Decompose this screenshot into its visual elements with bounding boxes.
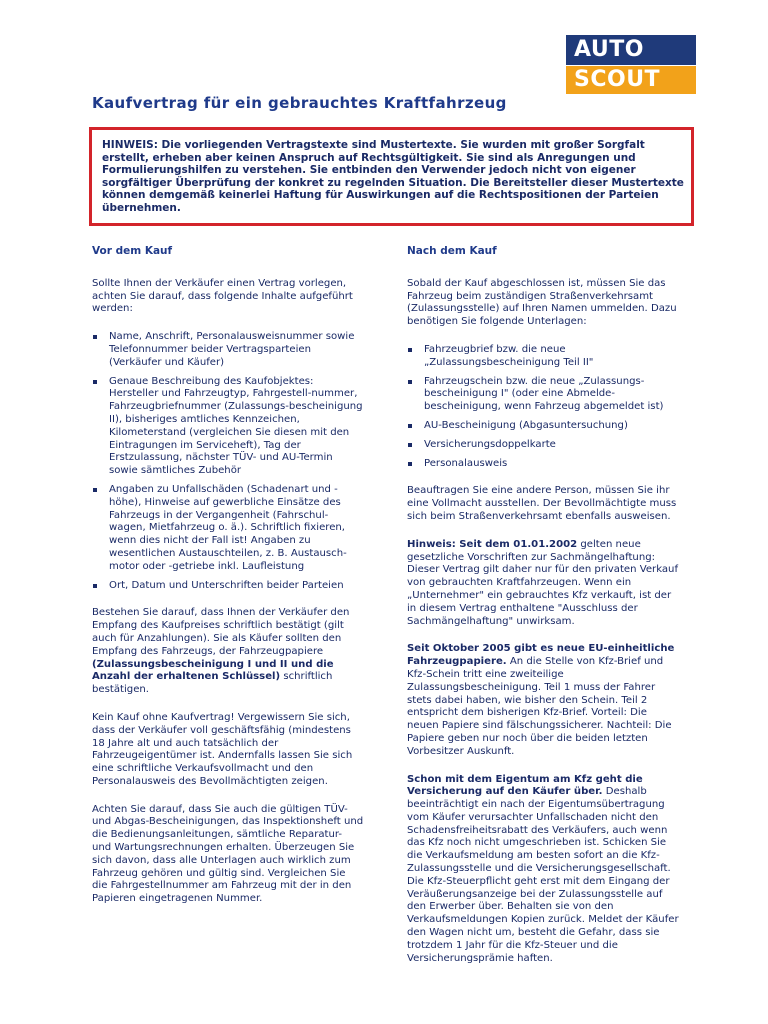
list-item: Personalausweis bbox=[407, 458, 679, 471]
eu-vehicle-papers-paragraph bbox=[407, 643, 679, 758]
required-documents-list bbox=[407, 344, 679, 470]
text-run: gelten neue gesetzliche Vorschriften zur Sachmängelhaftung: Dieser Vertrag gilt daher nur für den privaten Verkauf von gebrauchten Kraftfahrzeugen. Wenn ein „Unternehmer" ein gebrauchtes Kfz verkauft, ist der in diesem Vertrag enthaltene "Ausschluss der Sachmängelhaftung" unwirksam. bbox=[407, 538, 679, 627]
no-purchase-without-contract-paragraph: Kein Kauf ohne Kaufvertrag! Vergewissern Sie sich, dass der Verkäufer voll geschäftsfähig (mindestens 18 Jahre alt und auch tatsächlich der Fahrzeugeigentümer ist. Andernfalls lassen Sie sich eine schriftliche Verkaufsvollmacht und den Personalausweis des Bevollmächtigten zeigen. bbox=[92, 711, 353, 787]
bold-text-run: Schon mit dem Eigentum am Kfz geht die Versicherung auf den Käufer über. bbox=[407, 773, 643, 798]
list-item: Name, Anschrift, Personalausweisnummer sowie Telefonnummer beider Vertragsparteien (Verkäufer und Käufer) bbox=[92, 331, 364, 369]
column-before-purchase bbox=[92, 245, 364, 921]
bold-text-run: Seit Oktober 2005 gibt es neue EU-einheitliche Fahrzeugpapiere. bbox=[407, 643, 675, 668]
list-item: Angaben zu Unfallschäden (Schadenart und -höhe), Hinweise auf gewerbliche Einsätze des Fahrzeugs in der Vergangenheit (Fahrschul-wagen, Mietfahrzeug o. ä.). Schriftlich fixieren, wenn dies nicht der Fall ist! Angaben zu wesentlichen Austauschteilen, z. B. Austausch-motor oder -getriebe inkl. Laufleistung bbox=[92, 484, 364, 574]
intro-paragraph: Sobald der Kauf abgeschlossen ist, müssen Sie das Fahrzeug beim zuständigen Straßenverkehrsamt (Zulassungsstelle) auf Ihren Namen ummelden. Dazu benötigen Sie folgende Unterlagen: bbox=[407, 277, 677, 328]
intro-paragraph: Sollte Ihnen der Verkäufer einen Vertrag vorlegen, achten Sie darauf, dass folgende Inhalte aufgeführt werden: bbox=[92, 277, 353, 315]
text-run: Bestehen Sie darauf, dass Ihnen der Verkäufer den Empfang des Kaufpreises schriftlich bestätigt (gilt auch für Anzahlungen). Sie als Käufer sollten den Empfang des Fahrzeugs, der Fahrzeugpapiere bbox=[92, 607, 350, 657]
list-item: Genaue Beschreibung des Kaufobjektes: Hersteller und Fahrzeugtyp, Fahrgestell-nummer, Fahrzeugbriefnummer (Zulassungs-bescheinigung II), bisheriges amtliches Kennzeichen, Kilometerstand (vergleichen Sie diesen mit den Eintragungen im Serviceheft), Tag der Erstzulassung, nächster TÜV- und AU-Termin sowie sämtliches Zubehör bbox=[92, 376, 364, 478]
list-item: Ort, Datum und Unterschriften beider Parteien bbox=[92, 580, 364, 593]
logo-line-scout24: SCOUT 24 bbox=[566, 66, 696, 94]
text-run: An die Stelle von Kfz-Brief und Kfz-Schein tritt eine zweiteilige Zulassungsbescheinigung. Teil 1 muss der Fahrer stets dabei haben, wie bisher den Schein. Teil 2 entspricht dem bisherigen Kfz-Brief. Vorteil: Die neuen Papiere sind fälschungssicherer. Nachteil: Die Papiere geben nur noch über die beiden letzten Vorbesitzer Auskunft. bbox=[407, 656, 672, 757]
list-item: Fahrzeugschein bzw. die neue „Zulassungs-bescheinigung I" (oder eine Abmelde-bescheinigung, wenn Fahrzeug abgemeldet ist) bbox=[407, 376, 679, 414]
autoscout24-logo bbox=[566, 35, 696, 120]
contract-contents-list bbox=[92, 331, 364, 592]
list-item: AU-Bescheinigung (Abgasuntersuchung) bbox=[407, 420, 679, 433]
text-run: Deshalb beeinträchtigt ein nach der Eigentumsübertragung vom Käufer verursachter Unfallschaden nicht den Schadensfreiheitsrabatt des Verkäufers, auch wenn das Kfz noch nicht umgeschrieben ist. Schicken Sie die Verkaufsmeldung am besten sofort an die Kfz-Zulassungsstelle und die Versicherungsgesellschaft. Die Kfz-Steuerpflicht geht erst mit dem Eingang der Veräußerungsanzeige bei der Zulassungsstelle auf den Erwerber über. Behalten sie von den Verkaufsmeldungen Kopien zurück. Meldet der Käufer den Wagen nicht um, besteht die Gefahr, dass sie trotzdem 1 Jahr für die Kfz-Steuer und die Versicherungsprämie haften. bbox=[407, 786, 679, 964]
list-item: Versicherungsdoppelkarte bbox=[407, 439, 679, 452]
document-title: Kaufvertrag für ein gebrauchtes Kraftfahrzeug bbox=[92, 94, 507, 112]
column-after-purchase bbox=[407, 245, 679, 980]
disclaimer-notice: HINWEIS: Die vorliegenden Vertragstexte sind Mustertexte. Sie wurden mit großer Sorgfalt erstellt, erheben aber keinen Anspruch auf Rechtsgültigkeit. Sie sind als Anregungen und Formulierungshilfen zu verstehen. Sie entbinden den Verwender jedoch nicht von eigener sorgfältiger Überprüfung der konkret zu regelnden Situation. Die Bereitsteller dieser Mustertexte können demgemäß keinerlei Haftung für Auswirkungen auf die Rechtspositionen der Parteien übernehmen. bbox=[89, 127, 694, 226]
payment-confirmation-paragraph bbox=[92, 607, 364, 697]
insurance-transfer-paragraph bbox=[407, 774, 679, 966]
warranty-notice-paragraph bbox=[407, 539, 679, 629]
bold-text-run: Hinweis: Seit dem 01.01.2002 bbox=[407, 538, 578, 550]
logo-line-auto: AUTO bbox=[566, 35, 696, 65]
bold-text-run: (Zulassungsbescheinigung I und II und die Anzahl der erhaltenen Schlüssel) bbox=[92, 658, 334, 683]
section-heading-before-purchase: Vor dem Kauf bbox=[92, 245, 173, 257]
list-item: Fahrzeugbrief bzw. die neue „Zulassungsbescheinigung Teil II" bbox=[407, 344, 679, 370]
power-of-attorney-paragraph: Beauftragen Sie eine andere Person, müssen Sie ihr eine Vollmacht ausstellen. Der Bevollmächtigte muss sich beim Straßenverkehrsamt ebenfalls ausweisen. bbox=[407, 485, 677, 522]
section-heading-after-purchase: Nach dem Kauf bbox=[407, 245, 497, 257]
documents-check-paragraph: Achten Sie darauf, dass Sie auch die gültigen TÜV- und Abgas-Bescheinigungen, das Inspektionsheft und die Bedienungsanleitungen, sämtliche Reparatur- und Wartungsrechnungen erhalten. Überzeugen Sie sich davon, dass alle Unterlagen auch wirklich zum Fahrzeug gehören und gültig sind. Vergleichen Sie die Fahrgestellnummer am Fahrzeug mit der in den Papieren eingetragenen Nummer. bbox=[92, 803, 364, 905]
text-run: schriftlich bestätigen. bbox=[92, 671, 333, 696]
